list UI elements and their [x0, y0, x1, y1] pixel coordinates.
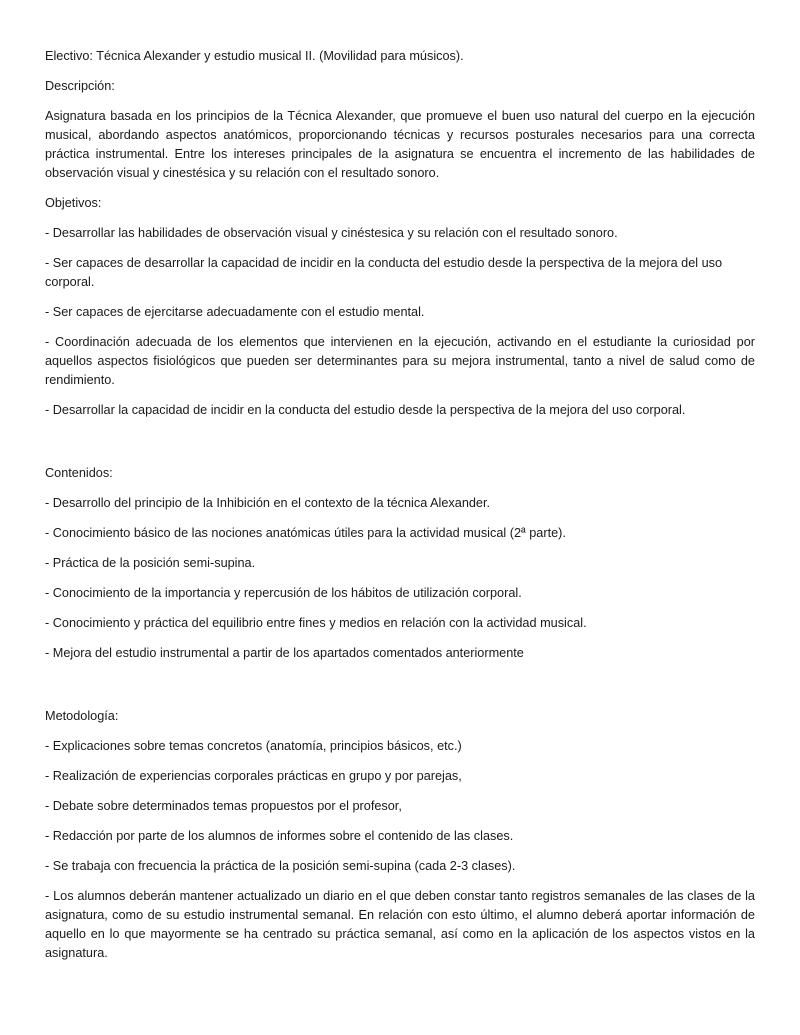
contenido-item: - Conocimiento y práctica del equilibrio entre fines y medios en relación con la actividad musical.	[45, 616, 587, 630]
heading-metodologia: Metodología:	[45, 709, 119, 723]
metodologia-item: - Debate sobre determinados temas propuestos por el profesor,	[45, 799, 402, 813]
heading-objetivos: Objetivos:	[45, 196, 102, 210]
course-title: Electivo: Técnica Alexander y estudio musical II. (Movilidad para músicos).	[45, 49, 464, 63]
contenido-item: - Desarrollo del principio de la Inhibición en el contexto de la técnica Alexander.	[45, 496, 491, 510]
objetivo-item: - Desarrollar las habilidades de observación visual y cinéstesica y su relación con el resultado sonoro.	[45, 226, 618, 240]
objetivo-item: - Desarrollar la capacidad de incidir en la conducta del estudio desde la perspectiva de la mejora del uso corporal.	[45, 403, 686, 417]
contenido-item: - Conocimiento básico de las nociones anatómicas útiles para la actividad musical (2ª parte).	[45, 526, 566, 540]
objetivo-item: - Coordinación adecuada de los elementos que intervienen en la ejecución, activando en el estudiante la curiosidad por aquellos aspectos fisiológicos que pueden ser determinantes para su mejora instrumental, tanto a nivel de salud como de rendimiento.	[45, 335, 755, 387]
metodologia-item: - Redacción por parte de los alumnos de informes sobre el contenido de las clases.	[45, 829, 514, 843]
metodologia-item: - Realización de experiencias corporales prácticas en grupo y por parejas,	[45, 769, 462, 783]
contenido-item: - Práctica de la posición semi-supina.	[45, 556, 256, 570]
paragraph-descripcion: Asignatura basada en los principios de la Técnica Alexander, que promueve el buen uso natural del cuerpo en la ejecución musical, abordando aspectos anatómicos, proporcionando técnicas y recursos posturales necesarios para una correcta práctica instrumental. Entre los intereses principales de la asignatura se encuentra el incremento de las habilidades de observación visual y cinestésica y su relación con el resultado sonoro.	[45, 109, 755, 180]
metodologia-item: - Explicaciones sobre temas concretos (anatomía, principios básicos, etc.)	[45, 739, 462, 753]
metodologia-item: - Se trabaja con frecuencia la práctica de la posición semi-supina (cada 2-3 clases).	[45, 859, 516, 873]
contenido-item: - Mejora del estudio instrumental a partir de los apartados comentados anteriormente	[45, 646, 524, 660]
metodologia-item: - Los alumnos deberán mantener actualizado un diario en el que deben constar tanto registros semanales de las clases de la asignatura, como de su estudio instrumental semanal. En relación con esto último, el alumno deberá aportar información de aquello en lo que mayormente se ha centrado su práctica semanal, así como en la aplicación de los aspectos vistos en la asignatura.	[45, 889, 755, 960]
objetivo-item: - Ser capaces de desarrollar la capacidad de incidir en la conducta del estudio desde la perspectiva de la mejora del uso corporal.	[45, 256, 723, 289]
heading-contenidos: Contenidos:	[45, 466, 113, 480]
objetivo-item: - Ser capaces de ejercitarse adecuadamente con el estudio mental.	[45, 305, 425, 319]
heading-descripcion: Descripción:	[45, 79, 115, 93]
contenido-item: - Conocimiento de la importancia y repercusión de los hábitos de utilización corporal.	[45, 586, 522, 600]
